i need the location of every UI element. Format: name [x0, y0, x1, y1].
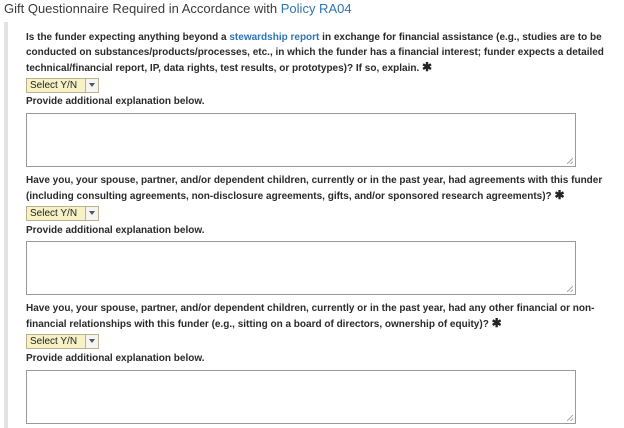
required-asterisk-icon: ✱ [422, 60, 433, 74]
required-asterisk-icon: ✱ [491, 316, 502, 330]
chevron-down-icon [85, 79, 98, 92]
question-1-text-start: Is the funder expecting anything beyond a [26, 32, 230, 43]
question-2-select-value: Select Y/N [30, 208, 78, 219]
question-2-text [26, 173, 624, 204]
page-title-text: Gift Questionnaire Required in Accordance with [4, 1, 281, 16]
chevron-down-icon [85, 207, 98, 220]
question-1-text [26, 30, 624, 76]
question-1-select[interactable] [26, 78, 99, 93]
question-1-text-end: in exchange for financial assistance (e.g., studies are to be conducted on substances/products/processes, etc., in which the funder has a financial interest; funder expects a detailed technical/financial report, IP, data rights, test results, or prototypes)? If so, explain. [26, 32, 604, 74]
question-2-text-body: Have you, your spouse, partner, and/or dependent children, currently or in the past year, had agreements with this funder (including consulting agreements, non-disclosure agreements, gifts, and/or sponsored research agreements)? [26, 175, 603, 202]
page-title [4, 1, 352, 16]
question-3-text [26, 301, 624, 332]
question-1-explanation-textarea[interactable] [26, 113, 576, 167]
required-asterisk-icon: ✱ [554, 188, 565, 202]
question-3-select-value: Select Y/N [30, 336, 78, 347]
question-2-explanation-textarea[interactable] [26, 241, 576, 295]
chevron-down-icon [85, 335, 98, 348]
resize-handle-icon[interactable] [567, 286, 573, 292]
question-3-text-body: Have you, your spouse, partner, and/or dependent children, currently or in the past year, had any other financial or non-financial relationships with this funder (e.g., sitting on a board of directors, ownership of equity)? [26, 303, 595, 330]
question-3-select[interactable] [26, 334, 99, 349]
question-2-explain-label: Provide additional explanation below. [26, 225, 205, 236]
resize-handle-icon[interactable] [567, 158, 573, 164]
question-1-select-value: Select Y/N [30, 80, 78, 91]
resize-handle-icon[interactable] [567, 415, 573, 421]
section-left-border [4, 22, 8, 428]
question-3-explanation-textarea[interactable] [26, 370, 576, 424]
policy-ra04-link[interactable]: Policy RA04 [280, 1, 352, 16]
question-2-select[interactable] [26, 206, 99, 221]
question-1-explain-label: Provide additional explanation below. [26, 96, 205, 107]
stewardship-report-link[interactable]: stewardship report [229, 32, 320, 43]
question-3-explain-label: Provide additional explanation below. [26, 353, 205, 364]
